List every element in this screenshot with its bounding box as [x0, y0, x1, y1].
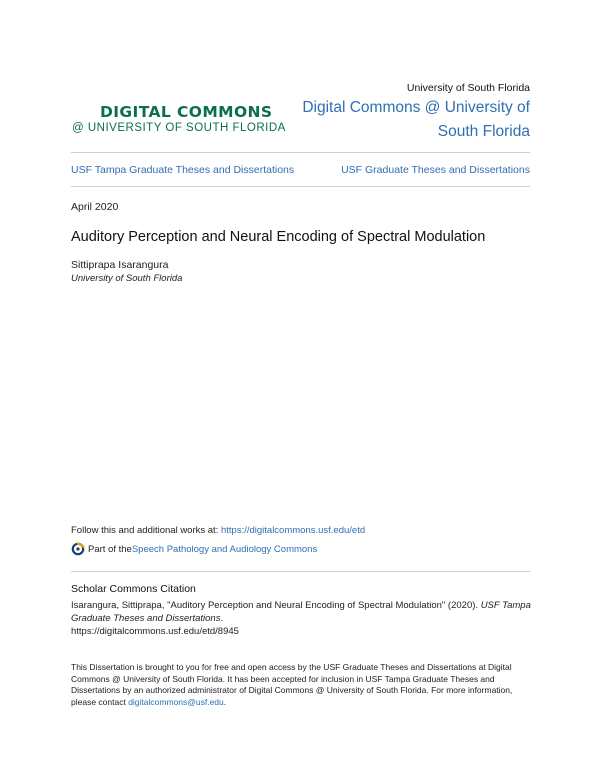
citation-text: Isarangura, Sittiprapa, "Auditory Perception and Neural Encoding of Spectral Modulation" (2020). [71, 600, 481, 611]
notice-text: This Dissertation is brought to you for free and open access by the USF Graduate Theses and Dissertations at Digital Commons @ University of South Florida. It has been accepted for inclusion in USF Tampa Graduate Theses and Dissertations by an authorized administrator of Digital Commons @ University of South Florida. For more information, please contact [71, 662, 513, 707]
follow-url-link[interactable]: https://digitalcommons.usf.edu/etd [220, 525, 366, 536]
divider-top [71, 152, 530, 153]
author-name: Sittiprapa Isarangura [71, 259, 169, 271]
document-title: Auditory Perception and Neural Encoding of Spectral Modulation [71, 229, 486, 245]
notice-period: . [223, 696, 227, 707]
part-of-line [71, 542, 317, 556]
logo-digital-commons: DIGITAL COMMONS [100, 103, 273, 121]
follow-label: Follow this and additional works at: [71, 525, 221, 536]
publication-date: April 2020 [71, 201, 119, 213]
citation-series: USF Tampa Graduate Theses and Dissertations [71, 600, 531, 624]
repository-link[interactable]: Digital Commons @ University of South Florida [302, 99, 530, 140]
collection-link-graduate[interactable]: USF Graduate Theses and Dissertations [341, 164, 530, 176]
access-notice [71, 662, 533, 708]
citation-body [71, 599, 531, 638]
divider-citation [71, 571, 530, 572]
open-access-icon [71, 542, 85, 556]
part-of-label: Part of the [88, 543, 132, 555]
author-affiliation: University of South Florida [71, 273, 183, 284]
collection-link-tampa[interactable]: USF Tampa Graduate Theses and Dissertations [71, 164, 295, 176]
citation-url: https://digitalcommons.usf.edu/etd/8945 [71, 626, 239, 637]
follow-line [71, 525, 365, 536]
citation-period: . [220, 613, 224, 624]
institution-name: University of South Florida [406, 82, 530, 94]
contact-email-link[interactable]: digitalcommons@usf.edu [128, 696, 224, 707]
commons-link[interactable]: Speech Pathology and Audiology Commons [131, 543, 318, 555]
logo-subtitle: @ UNIVERSITY OF SOUTH FLORIDA [72, 122, 286, 134]
divider-collections [71, 186, 530, 187]
citation-heading: Scholar Commons Citation [71, 583, 196, 595]
